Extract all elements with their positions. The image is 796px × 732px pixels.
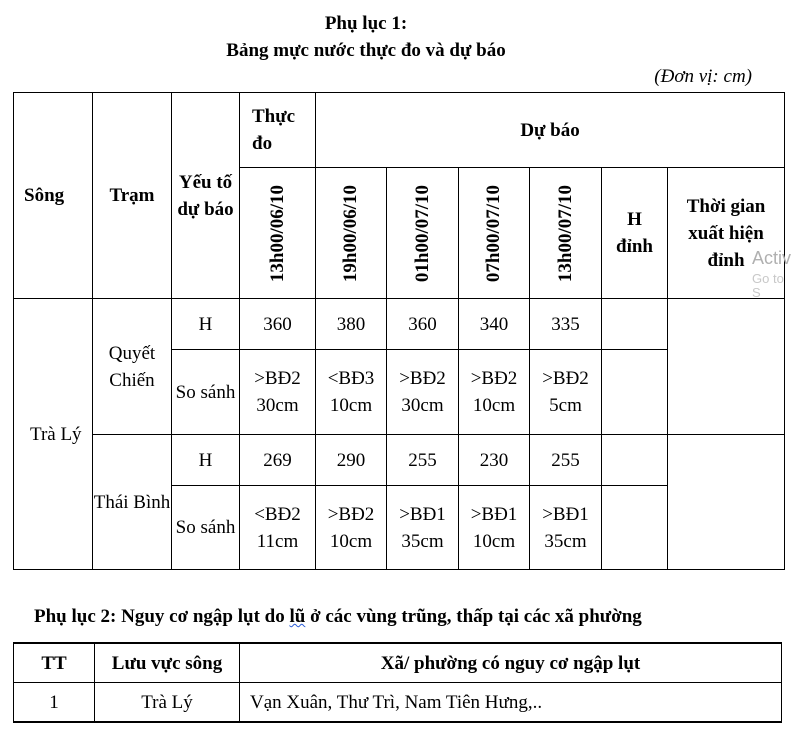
- h-value: 360: [240, 299, 316, 350]
- peak-time-cell: [668, 435, 785, 570]
- compare-cell: <BĐ2 11cm: [240, 486, 316, 570]
- header-communes: Xã/ phường có nguy cơ ngập lụt: [240, 643, 782, 683]
- h-value: 269: [240, 435, 316, 486]
- header-time-4: 13h00/07/10: [530, 168, 602, 299]
- h-value: 340: [459, 299, 530, 350]
- peak-cell: [602, 435, 668, 486]
- row-basin: Trà Lý: [95, 683, 240, 723]
- h-value: 360: [387, 299, 459, 350]
- compare-cell: >BĐ2 30cm: [387, 350, 459, 435]
- appendix2-title: Phụ lục 2: Nguy cơ ngập lụt do lũ ở các vùng trũng, thấp tại các xã phường: [34, 606, 642, 627]
- station-name-1: Thái Bình: [93, 435, 172, 570]
- header-tt: TT: [14, 643, 95, 683]
- header-measured: Thực đo: [240, 93, 316, 168]
- h-value: 255: [530, 435, 602, 486]
- compare-label-0: So sánh: [172, 350, 240, 435]
- compare-cell: >BĐ2 10cm: [459, 350, 530, 435]
- h-value: 290: [316, 435, 387, 486]
- peak-time-cell: [668, 299, 785, 435]
- compare-label-1: So sánh: [172, 486, 240, 570]
- header-time-1: 19h00/06/10: [316, 168, 387, 299]
- flood-header-row: [14, 643, 782, 683]
- activation-watermark-sub: Go to S: [752, 271, 784, 300]
- unit-label: (Đơn vị: cm): [654, 66, 752, 87]
- row-tb-h: [14, 435, 785, 486]
- row-tt: 1: [14, 683, 95, 723]
- header-time-0: 13h00/06/10: [240, 168, 316, 299]
- row-qc-h: [14, 299, 785, 350]
- appendix1-title: Phụ lục 1:: [324, 13, 408, 34]
- peak-cell: [602, 350, 668, 435]
- compare-cell: >BĐ2 10cm: [316, 486, 387, 570]
- h-label-0: H: [172, 299, 240, 350]
- station-name-0: Quyết Chiến: [93, 299, 172, 435]
- compare-cell: <BĐ3 10cm: [316, 350, 387, 435]
- table-row: [14, 683, 782, 723]
- row-communes: Vạn Xuân, Thư Trì, Nam Tiên Hưng,..: [240, 683, 782, 723]
- compare-cell: >BĐ2 5cm: [530, 350, 602, 435]
- header-station: Trạm: [93, 93, 172, 299]
- compare-cell: >BĐ1 35cm: [530, 486, 602, 570]
- h-label-1: H: [172, 435, 240, 486]
- header-row-1: [14, 93, 785, 168]
- header-peak: H đỉnh: [602, 168, 668, 299]
- h-value: 255: [387, 435, 459, 486]
- flood-risk-table: [13, 642, 782, 723]
- header-basin: Lưu vực sông: [95, 643, 240, 683]
- h-value: 335: [530, 299, 602, 350]
- peak-cell: [602, 486, 668, 570]
- compare-cell: >BĐ2 30cm: [240, 350, 316, 435]
- header-time-2: 01h00/07/10: [387, 168, 459, 299]
- activation-watermark: Activ: [752, 248, 792, 268]
- spellcheck-word: lũ: [289, 606, 306, 627]
- h-value: 380: [316, 299, 387, 350]
- h-value: 230: [459, 435, 530, 486]
- header-river: Sông: [14, 93, 93, 299]
- compare-cell: >BĐ1 35cm: [387, 486, 459, 570]
- header-factor: Yếu tố dự báo: [172, 93, 240, 299]
- header-forecast: Dự báo: [316, 93, 785, 168]
- water-level-table: [13, 92, 785, 570]
- compare-cell: >BĐ1 10cm: [459, 486, 530, 570]
- river-name: Trà Lý: [14, 299, 93, 570]
- header-peak-time: Thời gian xuất hiện đỉnh: [668, 168, 785, 299]
- peak-cell: [602, 299, 668, 350]
- header-time-3: 07h00/07/10: [459, 168, 530, 299]
- appendix1-subtitle: Bảng mực nước thực đo và dự báo: [226, 40, 506, 61]
